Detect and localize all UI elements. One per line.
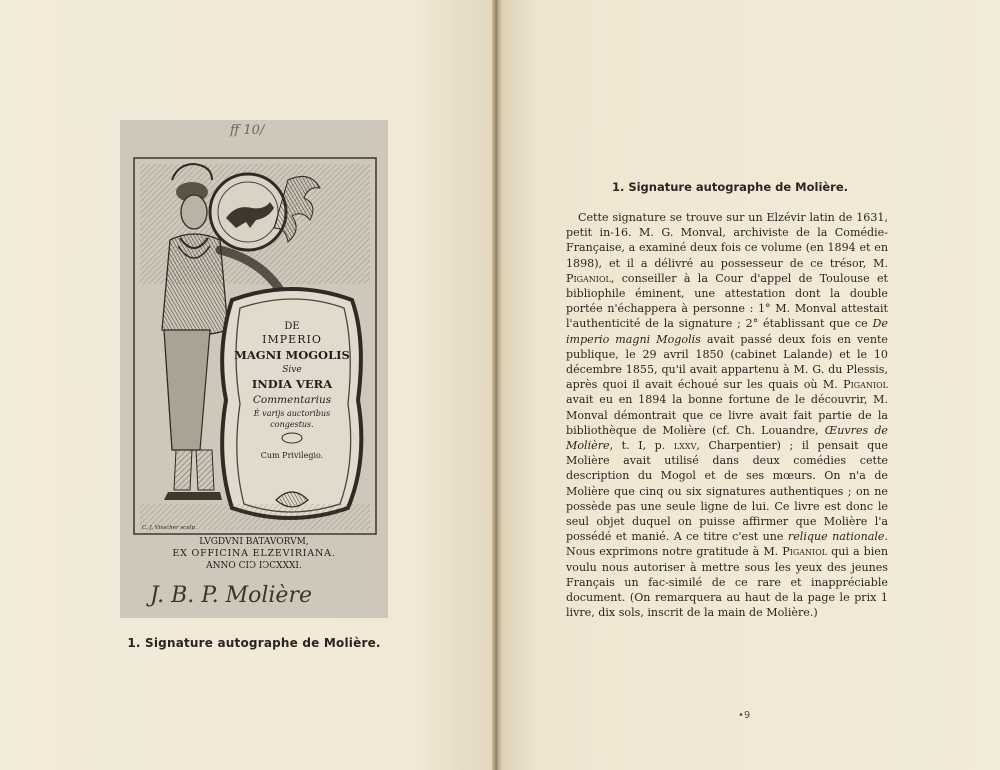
plate-title-line: È varijs auctoribus bbox=[253, 409, 331, 418]
plate-title-line: MAGNI MOGOLIS bbox=[234, 348, 350, 362]
imprint-line: ANNO CIↃ IↃCXXXI. bbox=[206, 561, 302, 571]
text-run: Cette signature se trouve sur un Elzévir latin de 1631, petit in-16. M. G. Monval, archiviste de la Comédie-Française, a examiné deux fois ce volume (en 1894 et en 1898), et il a délivré au possesseur de ce trésor, M. bbox=[566, 211, 888, 270]
text-run: avait eu en 1894 la bonne fortune de le découvrir, M. Monval démontrait que ce livre avait fait partie de la bibliothèque de Molière (cf. Ch. Louandre, bbox=[566, 393, 888, 437]
text-run: , conseiller à la Cour d'appel de Toulouse et bibliophile éminent, une attestation dont la double portée n'échappera à personne : 1° M. Monval attestait l'authenticité de la signature ; 2° établissant que ce bbox=[566, 271, 888, 331]
plate-title-line: Cum Privilegio. bbox=[260, 451, 324, 460]
imprint-line: EX OFFICINA ELZEVIRIANA. bbox=[172, 548, 336, 559]
plate-title-line: INDIA VERA bbox=[251, 377, 333, 391]
engraving-illustration bbox=[120, 120, 388, 618]
engraver-signature: C. J. Visscher sculp. bbox=[142, 525, 197, 531]
section-heading: 1. Signature autographe de Molière. bbox=[611, 180, 849, 194]
price-handwriting: ff 10/ bbox=[230, 123, 265, 138]
text-run: , t. I, p. bbox=[609, 439, 674, 453]
page-folio: •9 bbox=[738, 710, 751, 721]
text-run: qui a bien voulu nous autoriser à mettre sous les yeux des jeunes Français un fac-similé de ce rare et inappréciable document. (On remarquera au haut de la page le prix 1 livre, dix sols, inscrit de la main de Molière.) bbox=[566, 545, 888, 620]
plate-title-line: Sive bbox=[282, 365, 302, 375]
plate-title-line: IMPERIO bbox=[262, 333, 322, 346]
engraving-plate bbox=[120, 120, 388, 618]
text-run: Nous exprimons notre gratitude à M. bbox=[566, 545, 783, 559]
imprint-line: LVGDVNI BATAVORVM, bbox=[199, 537, 309, 547]
plate-title-line: congestus. bbox=[270, 420, 314, 429]
book-title-italic: Œuvres de Molière bbox=[566, 423, 888, 453]
name-small-caps: Piganiol bbox=[566, 271, 611, 285]
book-title-italic: De imperio magni Mogolis bbox=[566, 317, 888, 346]
emphasis-italic: relique nationale. bbox=[787, 530, 888, 544]
page-number-small-caps: lxxv bbox=[673, 439, 697, 453]
name-small-caps: Piganiol bbox=[782, 545, 828, 559]
text-run: avait passé deux fois en vente publique, le 29 avril 1850 (cabinet Lalande) et le 10 décembre 1855, qu'il avait appartenu à M. G. du Plessis, après quoi il avait échoué sur les quais où M. bbox=[566, 332, 888, 392]
paragraph-text bbox=[566, 210, 888, 620]
book-gutter bbox=[492, 0, 502, 770]
moliere-signature: J. B. P. Molière bbox=[150, 583, 312, 608]
body-paragraph bbox=[566, 210, 888, 620]
plate-title-line: Commentarius bbox=[252, 394, 332, 406]
plate-caption: 1. Signature autographe de Molière. bbox=[127, 636, 381, 650]
text-run: , Charpentier) ; il pensait que Molière avait utilisé dans deux comédies cette description du Mogol et de ses mœurs. On n'a de Molière que cinq ou six signatures authentiques ; on ne possède pas une seule ligne de lui. Ce livre est donc le seul objet duquel on puisse affirmer que Molière l'a possédé et manié. A ce titre c'est une bbox=[566, 439, 888, 544]
plate-title-line: DE bbox=[284, 321, 300, 332]
name-small-caps: Piganiol bbox=[843, 378, 888, 392]
